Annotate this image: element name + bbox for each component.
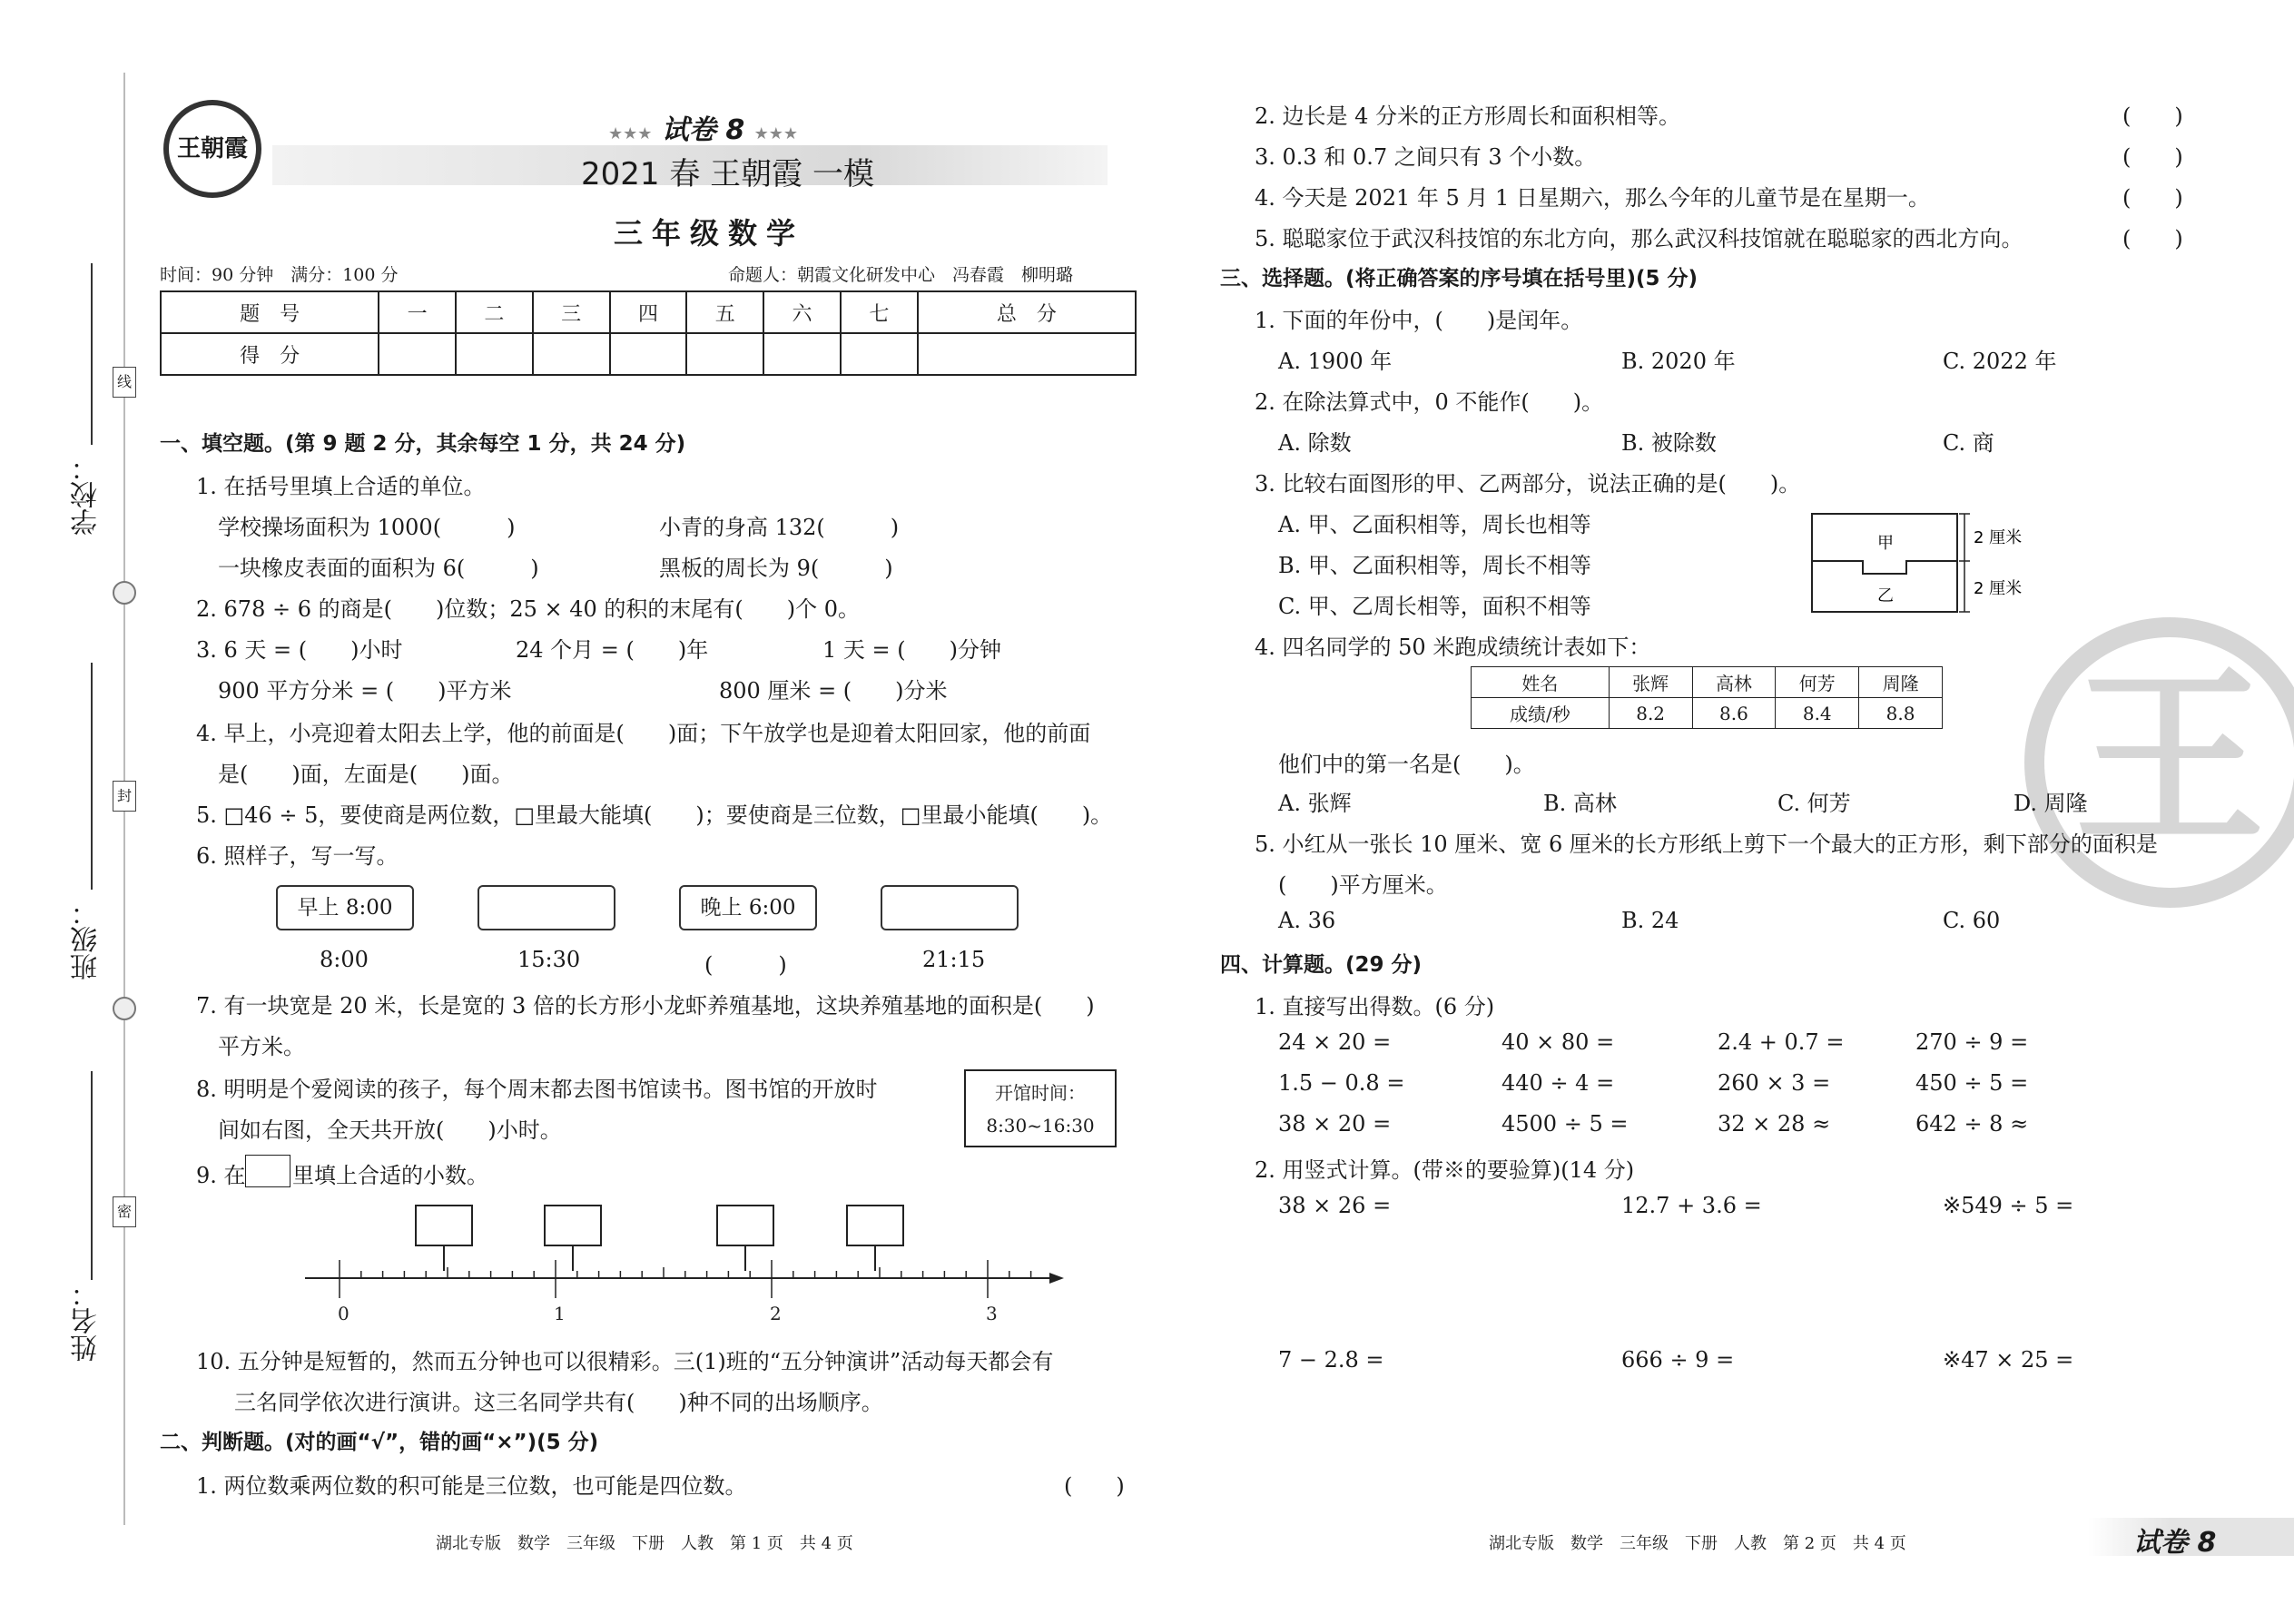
footer-badge: 试卷 8 [2133,1527,2217,1559]
score-input-cell[interactable] [841,333,918,375]
answer-paren[interactable]: ( ) [1064,1473,1125,1499]
section-2-heading: 二、判断题。(对的画“√”，错的画“×”)(5 分) [160,1431,599,1454]
s1-q5: 5. □46 ÷ 5，要使商是两位数，□里最大能填( )；要使商是三位数，□里最小能填( )。 [196,802,1113,828]
option[interactable]: C. 60 [1943,908,2001,933]
time-box[interactable] [478,885,615,930]
oral-calc: 32 × 28 ≈ [1718,1111,1831,1137]
s1-q10a: 10. 五分钟是短暂的，然而五分钟也可以很精彩。三(1)班的“五分钟演讲”活动每天都会有 [196,1349,1054,1374]
name-blank [91,1071,93,1280]
s1-q9b: 里填上合适的小数。 [292,1163,488,1188]
s1-q1d: 黑板的周长为 9( ) [659,556,893,581]
run-table-row [1472,698,1943,729]
option[interactable]: A. 除数 [1278,430,1352,456]
score-input-cell[interactable] [379,333,456,375]
vertical-calc: ※549 ÷ 5 = [1943,1193,2074,1218]
school-label: 学校： [71,454,103,536]
score-cell: 一 [379,291,456,333]
seal-seal-mark: 封 [113,781,136,812]
s1-q2: 2. 678 ÷ 6 的商是( )位数；25 × 40 的积的末尾有( )个 0。 [196,596,861,622]
opening-hours-time: 8:30~16:30 [986,1115,1095,1137]
score-input-cell[interactable] [533,333,610,375]
s1-q3c: 1 天 = ( )分钟 [822,637,1001,663]
option[interactable]: C. 甲、乙周长相等，面积不相等 [1278,594,1591,619]
tick-label-0: 0 [338,1303,350,1324]
oral-calc: 38 × 20 = [1278,1111,1392,1137]
s1-q3d: 900 平方分米 = ( )平方米 [218,678,512,704]
s1-q7a: 7. 有一块宽是 20 米，长是宽的 3 倍的长方形小龙虾养殖基地，这块养殖基地的面积是( ) [196,993,1095,1019]
score-cell: 总 分 [918,291,1136,333]
logo-badge [163,100,261,198]
score-cell: 四 [610,291,687,333]
run-cell: 成绩/秒 [1472,698,1610,729]
split-rectangle-figure [1807,508,2033,617]
seal-secret-mark: 密 [113,1196,136,1227]
s2-q2: 2. 边长是 4 分米的正方形周长和面积相等。 [1255,103,1681,129]
time-box[interactable] [881,885,1019,930]
figure-dimension-lines [1959,514,1970,612]
time-label: ( ) [704,952,787,978]
run-results-table [1471,666,1943,729]
name-label: 姓名： [71,1280,103,1362]
decimal-answer-boxes[interactable] [416,1206,903,1271]
number-line-axis [305,1273,1064,1284]
score-input-cell[interactable] [610,333,687,375]
s3-q1: 1. 下面的年份中，( )是闰年。 [1255,308,1583,333]
score-cell: 题 号 [161,291,379,333]
subject-title: 三年级数学 [614,216,805,251]
s2-q5: 5. 聪聪家位于武汉科技馆的东北方向，那么武汉科技馆就在聪聪家的西北方向。 [1255,226,2023,251]
score-cell: 三 [533,291,610,333]
exam-title: 2021 春 王朝霞 一模 [581,156,874,192]
run-cell: 8.8 [1859,698,1943,729]
figure-dim-top: 2 厘米 [1974,528,2023,547]
vertical-calc: ※47 × 25 = [1943,1347,2074,1373]
footer-left: 湖北专版 数学 三年级 下册 人教 第 1 页 共 4 页 [436,1534,853,1553]
s3-q4: 4. 四名同学的 50 米跑成绩统计表如下： [1255,635,1651,660]
run-cell: 何芳 [1776,667,1859,698]
score-cell: 二 [456,291,533,333]
s2-q3: 3. 0.3 和 0.7 之间只有 3 个小数。 [1255,144,1597,170]
vertical-calc: 7 − 2.8 = [1278,1347,1384,1373]
section-4-heading: 四、计算题。(29 分) [1220,953,1423,977]
score-table-header-row [161,291,1136,333]
option[interactable]: C. 商 [1943,430,1994,456]
tick-label-1: 1 [554,1303,566,1324]
run-table-head [1472,667,1943,698]
option[interactable]: A. 张辉 [1278,791,1352,816]
oral-calc: 260 × 3 = [1718,1070,1831,1096]
answer-paren[interactable]: ( ) [2122,103,2183,129]
score-input-cell[interactable] [763,333,841,375]
s4-q2: 2. 用竖式计算。(带※的要验算)(14 分) [1255,1157,1635,1183]
score-table [160,290,1137,376]
score-table-score-row [161,333,1136,375]
score-cell: 七 [841,291,918,333]
run-cell: 周隆 [1859,667,1943,698]
s2-q1: 1. 两位数乘两位数的积可能是三位数，也可能是四位数。 [196,1473,747,1499]
option[interactable]: B. 2020 年 [1621,349,1736,374]
time-box: 早上 8:00 [276,885,414,930]
opening-hours-title: 开馆时间： [995,1082,1086,1104]
option[interactable]: B. 24 [1621,908,1679,933]
score-input-cell[interactable] [456,333,533,375]
s1-q8b: 间如右图，全天共开放( )小时。 [218,1117,562,1143]
oral-calc: 24 × 20 = [1278,1029,1392,1055]
answer-paren[interactable]: ( ) [2122,144,2183,170]
score-input-cell[interactable] [918,333,1136,375]
s1-q7b: 平方米。 [218,1034,305,1059]
oral-calc: 450 ÷ 5 = [1915,1070,2029,1096]
number-line-tick-labels [338,1303,998,1324]
number-line [300,1198,1071,1334]
oral-calc: 40 × 80 = [1501,1029,1615,1055]
watermark-seal [2024,617,2294,908]
exam-no-label: 试卷 8 [661,114,745,146]
watermark-text: 王 [2073,648,2265,871]
s1-q1b: 小青的身高 132( ) [659,515,900,540]
run-cell: 张辉 [1609,667,1692,698]
time-info: 时间：90 分钟 满分：100 分 [160,265,399,285]
oral-calc: 4500 ÷ 5 = [1501,1111,1629,1137]
s1-q3a: 3. 6 天 = ( )小时 [196,637,403,663]
s1-q6: 6. 照样子，写一写。 [196,843,399,869]
oral-calc: 440 ÷ 4 = [1501,1070,1615,1096]
oral-calc: 270 ÷ 9 = [1915,1029,2029,1055]
figure-dim-bottom: 2 厘米 [1974,579,2023,598]
s1-q4b: 是( )面，左面是( )面。 [218,762,514,787]
run-cell: 8.6 [1692,698,1776,729]
time-box: 晚上 6:00 [679,885,817,930]
run-cell: 高林 [1692,667,1776,698]
opening-hours-box [964,1069,1117,1147]
authors: 命题人：朝霞文化研发中心 冯春霞 柳明璐 [728,265,1074,285]
vertical-calc: 38 × 26 = [1278,1193,1392,1218]
time-label: 21:15 [922,947,986,972]
option[interactable]: D. 周隆 [2013,791,2088,816]
option[interactable]: A. 1900 年 [1278,349,1393,374]
stars-left-icon: ★★★ [608,124,653,143]
exam-number [608,107,798,147]
option[interactable]: C. 2022 年 [1943,349,2057,374]
figure-label-top: 甲 [1877,534,1894,553]
stars-right-icon: ★★★ [753,124,799,143]
seal-medal-2 [113,997,136,1020]
run-cell: 8.4 [1776,698,1859,729]
answer-paren[interactable]: ( ) [2122,226,2183,251]
s1-q4a: 4. 早上，小亮迎着太阳去上学，他的前面是( )面；下午放学也是迎着太阳回家，他的前面 [196,721,1091,746]
seal-medal-1 [113,581,136,605]
option[interactable]: A. 甲、乙面积相等，周长也相等 [1278,512,1591,537]
footer-right: 湖北专版 数学 三年级 下册 人教 第 2 页 共 4 页 [1489,1534,1906,1553]
run-cell: 8.2 [1609,698,1692,729]
s3-q5b: ( )平方厘米。 [1278,872,1448,898]
decimal-sample-box [245,1155,290,1187]
option[interactable]: A. 36 [1278,908,1336,933]
class-blank [91,663,93,890]
s3-q2: 2. 在除法算式中，0 不能作( )。 [1255,389,1604,415]
oral-calc: 642 ÷ 8 ≈ [1915,1111,2029,1137]
s1-q1: 1. 在括号里填上合适的单位。 [196,474,486,499]
run-cell: 姓名 [1472,667,1610,698]
s1-q3e: 800 厘米 = ( )分米 [719,678,948,704]
option[interactable]: B. 高林 [1543,791,1617,816]
s2-q4: 4. 今天是 2021 年 5 月 1 日星期六，那么今年的儿童节是在星期一。 [1255,185,1930,211]
seal-line-mark: 线 [113,367,136,398]
s1-q3b: 24 个月 = ( )年 [516,637,709,663]
score-input-cell[interactable] [686,333,763,375]
option[interactable]: C. 何芳 [1777,791,1851,816]
s1-q8a: 8. 明明是个爱阅读的孩子，每个周末都去图书馆读书。图书馆的开放时 [196,1077,878,1102]
s1-q10b: 三名同学依次进行演讲。这三名同学共有( )种不同的出场顺序。 [234,1390,883,1415]
section-3-heading: 三、选择题。(将正确答案的序号填在括号里)(5 分) [1220,267,1698,290]
tick-label-3: 3 [986,1303,998,1324]
score-cell: 六 [763,291,841,333]
s3-q4b: 他们中的第一名是( )。 [1278,752,1535,777]
time-label: 8:00 [320,947,369,972]
oral-calc: 2.4 + 0.7 = [1718,1029,1845,1055]
s3-q5a: 5. 小红从一张长 10 厘米、宽 6 厘米的长方形纸上剪下一个最大的正方形，剩下部分的面积是 [1255,832,2158,857]
section-1-heading: 一、填空题。(第 9 题 2 分，其余每空 1 分，共 24 分) [160,432,686,456]
score-cell: 五 [686,291,763,333]
vertical-calc: 666 ÷ 9 = [1621,1347,1735,1373]
s1-q1c: 一块橡皮表面的面积为 6( ) [218,556,539,581]
s3-q3: 3. 比较右面图形的甲、乙两部分，说法正确的是( )。 [1255,471,1801,497]
option[interactable]: B. 被除数 [1621,430,1717,456]
time-label: 15:30 [517,947,581,972]
logo-text: 王朝霞 [176,135,248,162]
s4-q1: 1. 直接写出得数。(6 分) [1255,994,1495,1019]
oral-calc: 1.5 − 0.8 = [1278,1070,1405,1096]
tick-label-2: 2 [770,1303,782,1324]
vertical-calc: 12.7 + 3.6 = [1621,1193,1762,1218]
s1-q9a: 9. 在 [196,1163,246,1188]
answer-paren[interactable]: ( ) [2122,185,2183,211]
score-cell: 得 分 [161,333,379,375]
class-label: 班级： [71,899,103,980]
option[interactable]: B. 甲、乙面积相等，周长不相等 [1278,553,1591,578]
figure-label-bottom: 乙 [1877,586,1894,605]
school-blank [91,263,93,445]
s1-q1a: 学校操场面积为 1000( ) [218,515,516,540]
